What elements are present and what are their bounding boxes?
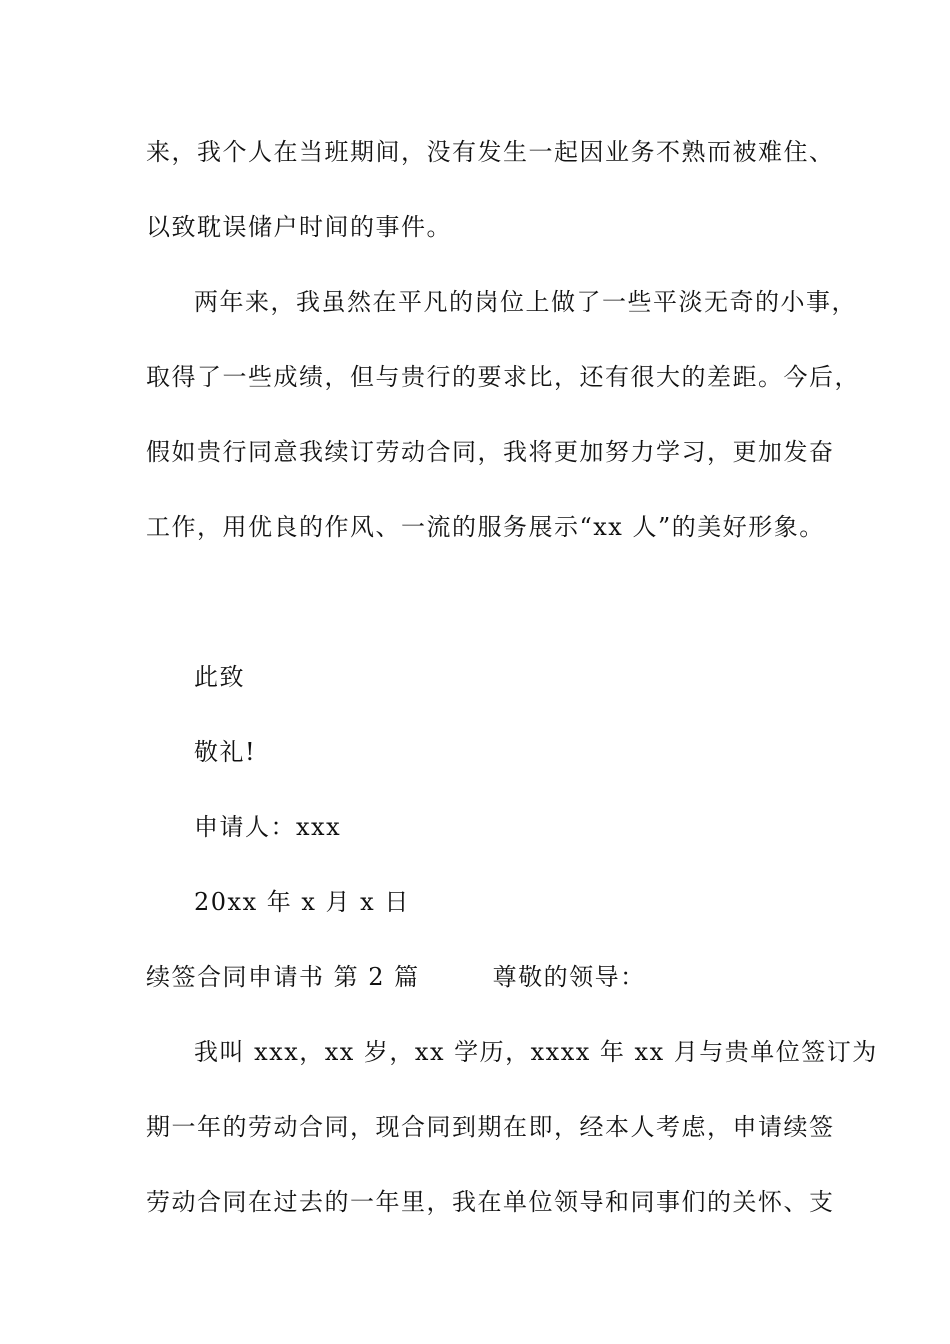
- date-line: 20xx 年 x 月 x 日: [194, 888, 410, 916]
- paragraph-2-line-3: 假如贵行同意我续订劳动合同，我将更加努力学习，更加发奋: [146, 438, 835, 466]
- paragraph-2-line-4: 工作，用优良的作风、一流的服务展示“xx 人”的美好形象。: [146, 513, 825, 541]
- paragraph-2-line-1: 两年来，我虽然在平凡的岗位上做了一些平淡无奇的小事，: [194, 288, 857, 316]
- closing-line-2: 敬礼!: [194, 738, 257, 766]
- paragraph-3-line-2: 期一年的劳动合同，现合同到期在即，经本人考虑，申请续签: [146, 1113, 835, 1141]
- applicant-line: 申请人：xxx: [194, 813, 342, 841]
- closing-line-1: 此致: [194, 663, 245, 691]
- paragraph-2-line-2: 取得了一些成绩，但与贵行的要求比，还有很大的差距。今后，: [146, 363, 860, 391]
- paragraph-3-line-3: 劳动合同在过去的一年里，我在单位领导和同事们的关怀、支: [146, 1188, 835, 1216]
- section-2-heading: 续签合同申请书 第 2 篇 尊敬的领导：: [146, 963, 646, 991]
- paragraph-3-line-1: 我叫 xxx，xx 岁，xx 学历，xxxx 年 xx 月与贵单位签订为: [194, 1038, 878, 1066]
- paragraph-1-line-2: 以致耽误储户时间的事件。: [146, 213, 452, 241]
- paragraph-1-line-1: 来，我个人在当班期间，没有发生一起因业务不熟而被难住、: [146, 138, 835, 166]
